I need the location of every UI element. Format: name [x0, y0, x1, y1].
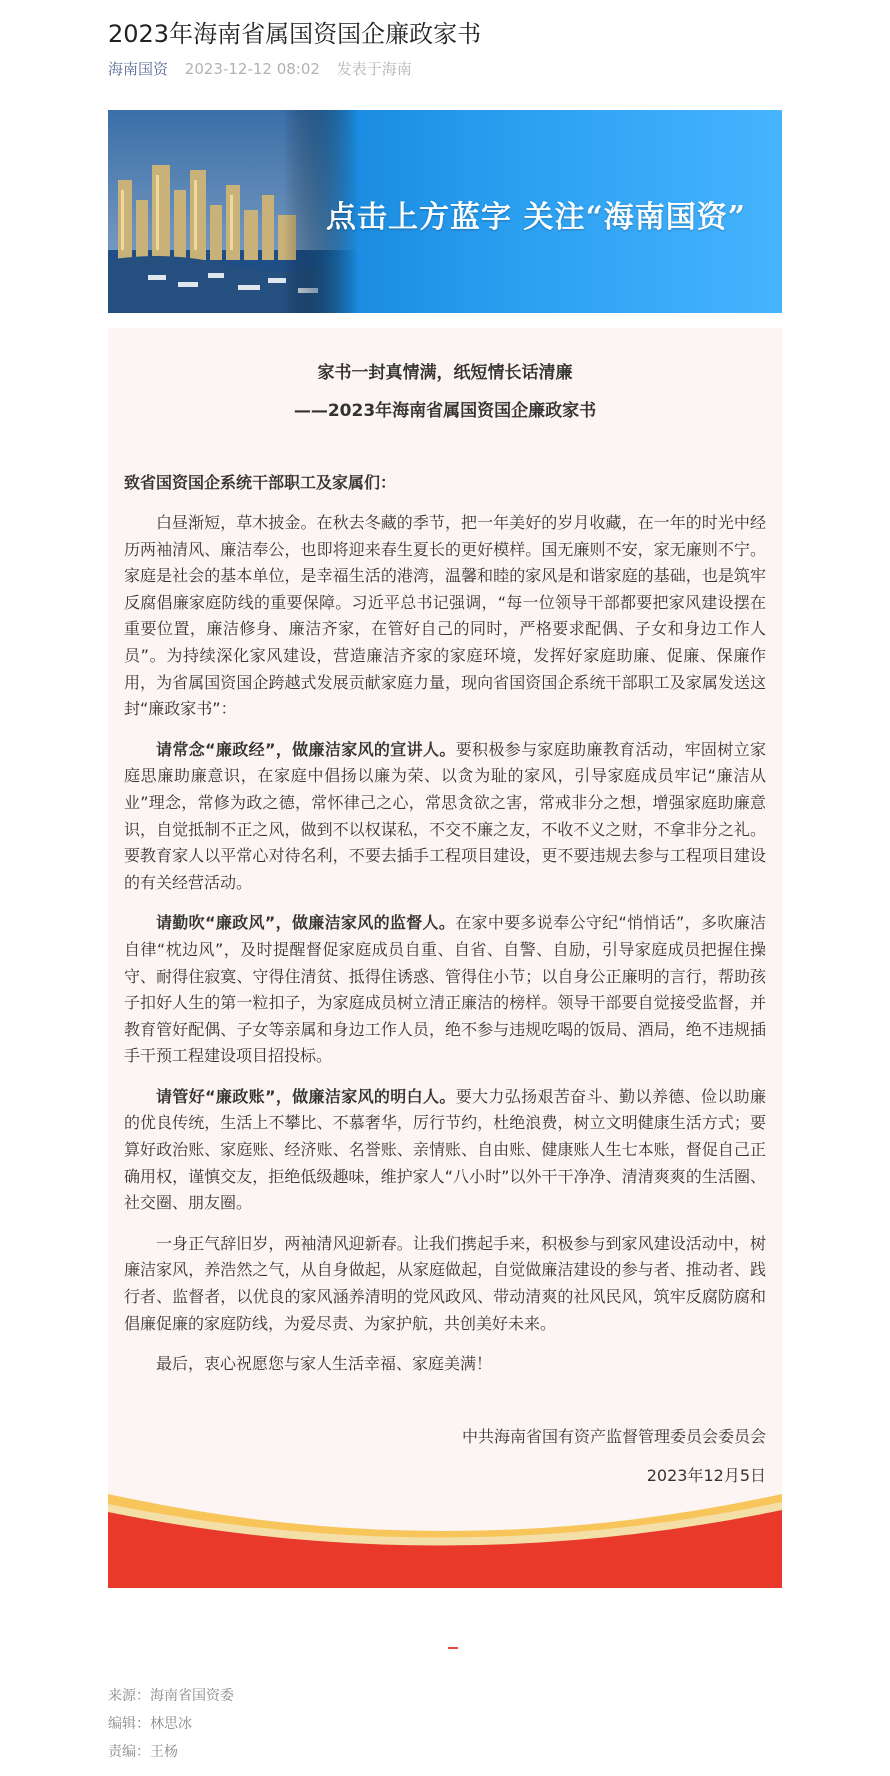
paragraph-2-lead: 请勤吹“廉政风”，做廉洁家风的监督人。 — [156, 913, 456, 933]
article-footer — [108, 1682, 234, 1766]
paragraph-intro: 白昼渐短，草木披金。在秋去冬藏的季节，把一年美好的岁月收藏，在一年的时光中经历两袖清风、廉洁奉公，也即将迎来春生夏长的更好模样。国无廉则不安，家无廉则不宁。家庭是社会的基本单位，是幸福生活的港湾，温馨和睦的家风是和谐家庭的基础，也是筑牢反腐倡廉家庭防线的重要保障。习近平总书记强调，“每一位领导干部都要把家风建设摆在重要位置，廉洁修身、廉洁齐家，在管好自己的同时，严格要求配偶、子女和身边工作人员”。为持续深化家风建设，营造廉洁齐家的家庭环境，发挥好家庭助廉、促廉、保廉作用，为省属国资国企跨越式发展贡献家庭力量，现向省国资国企系统干部职工及家属发送这封“廉政家书”： — [124, 513, 766, 719]
source-credit: 来源：海南省国资委 — [108, 1688, 234, 1704]
paragraph-wishes: 最后，衷心祝愿您与家人生活幸福、家庭美满！ — [156, 1354, 493, 1374]
letter-date: 2023年12月5日 — [646, 1465, 766, 1485]
decorative-wave-footer — [108, 1488, 782, 1588]
chief-editor-credit: 责编：王杨 — [108, 1744, 178, 1760]
letter-heading-2: ——2023年海南省属国资国企廉政家书 — [293, 401, 597, 421]
paragraph-closing: 一身正气辞旧岁，两袖清风迎新春。让我们携起手来，积极参与到家风建设活动中，树廉洁家风，养浩然之气，从自身做起，从家庭做起，自觉做廉洁建设的参与者、推动者、践行者、监督者，以优良的家风涵养清明的党风政风、带动清爽的社风民风，筑牢反腐防腐和倡廉促廉的家庭防线，为爱尽责、为家护航，共创美好未来。 — [124, 1233, 766, 1333]
article-title: 2023年海南省属国资国企廉政家书 — [108, 20, 482, 48]
letter-heading-1: 家书一封真情满，纸短情长话清廉 — [317, 363, 573, 383]
banner-follow-text: 点击上方蓝字 关注“海南国资” — [326, 200, 746, 235]
letter-body — [108, 328, 782, 1588]
paragraph-1-text: 要积极参与家庭助廉教育活动，牢固树立家庭思廉助廉意识，在家庭中倡扬以廉为荣、以贪为耻的家风，引导家庭成员牢记“廉洁从业”理念，常修为政之德，常怀律己之心，常思贪欲之害，常戒非分之想，增强家庭助廉意识，自觉抵制不正之风，做到不以权谋私，不交不廉之友，不收不义之财，不拿非分之礼。要教育家人以平常心对待名利，不要去插手工程项目建设，更不要违规去参与工程项目建设的有关经营活动。 — [124, 739, 766, 892]
paragraph-3-text: 要大力弘扬艰苦奋斗、勤以养德、俭以助廉的优良传统，生活上不攀比、不慕奢华，厉行节约，杜绝浪费，树立文明健康生活方式；要算好政治账、家庭账、经济账、名誉账、亲情账、自由账、健康账人生七本账，督促自己正确用权，谨慎交友，拒绝低级趣味，维护家人“八小时”以外干干净净、清清爽爽的生活圈、社交圈、朋友圈。 — [124, 1086, 766, 1213]
paragraph-2 — [124, 910, 766, 1070]
account-name-link[interactable]: 海南国资 — [108, 60, 169, 78]
follow-banner[interactable] — [108, 110, 782, 313]
section-divider — [448, 1647, 458, 1649]
editor-credit: 编辑：林思冰 — [108, 1716, 192, 1732]
letter-salutation: 致省国资国企系统干部职工及家属们： — [124, 473, 397, 492]
paragraph-1-lead: 请常念“廉政经”，做廉洁家风的宣讲人。 — [156, 739, 456, 759]
paragraph-3 — [124, 1084, 766, 1217]
publish-location: 发表于海南 — [336, 60, 412, 78]
publish-date: 2023-12-12 08:02 — [184, 60, 320, 78]
letter-signature: 中共海南省国有资产监督管理委员会委员会 — [461, 1426, 766, 1446]
paragraph-3-lead: 请管好“廉政账”，做廉洁家风的明白人。 — [156, 1086, 456, 1106]
article-meta — [108, 58, 412, 79]
paragraph-2-text: 在家中要多说奉公守纪“悄悄话”，多吹廉洁自律“枕边风”，及时提醒督促家庭成员自重、自省、自警、自励，引导家庭成员把握住操守、耐得住寂寞、守得住清贫、抵得住诱惑、管得住小节；以自身公正廉明的言行，帮助孩子扣好人生的第一粒扣子，为家庭成员树立清正廉洁的榜样。领导干部要自觉接受监督，并教育管好配偶、子女等亲属和身边工作人员，绝不参与违规吃喝的饭局、酒局，绝不违规插手干预工程建设项目招投标。 — [124, 913, 766, 1066]
paragraph-1 — [124, 737, 766, 897]
